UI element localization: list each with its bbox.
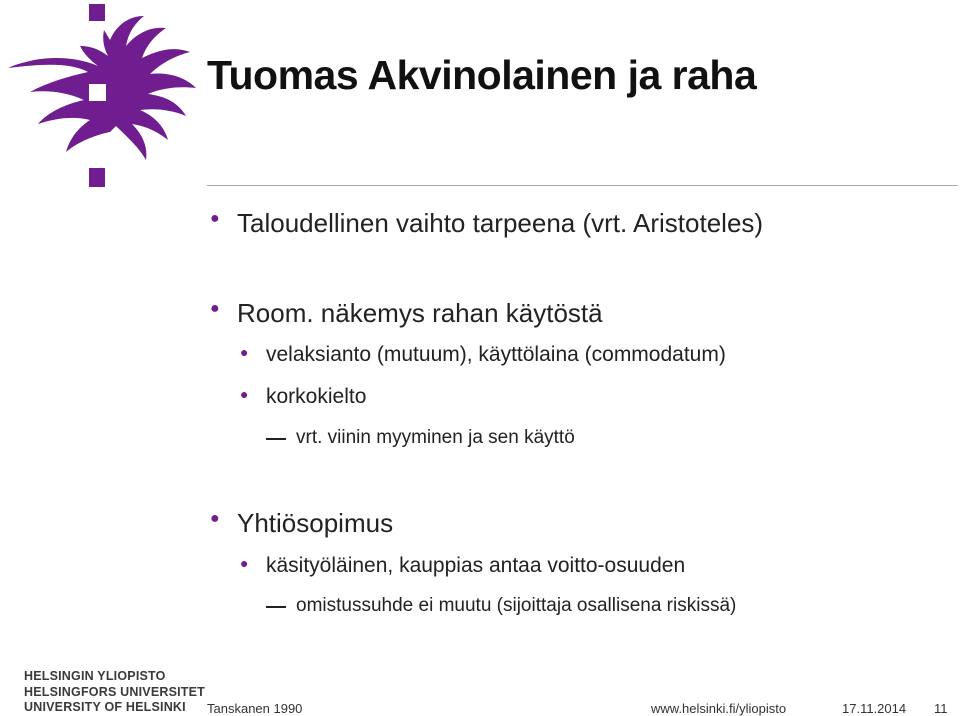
footer-date: 17.11.2014	[842, 701, 907, 716]
university-wordmark	[24, 669, 205, 716]
bullet-dot-icon: ●	[210, 510, 220, 527]
bullet-text: Yhtiösopimus	[237, 508, 394, 538]
page-number: 11	[934, 701, 948, 716]
sub-bullet-item	[240, 554, 686, 578]
dash-icon	[266, 606, 286, 608]
footer-url[interactable]: www.helsinki.fi/yliopisto	[651, 701, 787, 716]
bullet-text: käsityöläinen, kauppias antaa voitto-osuuden	[266, 554, 686, 577]
bullet-text: korkokielto	[266, 385, 367, 408]
bullet-dot-icon: ●	[240, 386, 249, 402]
dash-item	[296, 427, 575, 449]
bullet-item	[210, 208, 764, 239]
wordmark-line: HELSINGFORS UNIVERSITET	[24, 684, 206, 699]
bullet-item	[210, 298, 603, 329]
bullet-text: omistussuhde ei muutu (sijoittaja osallisena riskissä)	[296, 595, 737, 616]
sub-bullet-item	[240, 343, 726, 367]
bullet-dot-icon: ●	[240, 555, 249, 571]
slide-title: Tuomas Akvinolainen ja raha	[207, 52, 757, 98]
wordmark-line: UNIVERSITY OF HELSINKI	[24, 700, 186, 714]
bullet-item	[210, 508, 394, 539]
sub-bullet-item	[240, 385, 367, 409]
wordmark-line: HELSINGIN YLIOPISTO	[24, 669, 166, 683]
bullet-text: Taloudellinen vaihto tarpeena (vrt. Aristoteles)	[237, 208, 764, 238]
title-divider	[207, 185, 958, 186]
bullet-text: Room. näkemys rahan käytöstä	[237, 298, 603, 328]
dash-item	[296, 595, 736, 617]
university-logo-icon	[0, 0, 205, 195]
dash-icon	[266, 438, 286, 440]
bullet-dot-icon: ●	[210, 300, 220, 317]
bullet-dot-icon: ●	[240, 344, 249, 360]
bullet-dot-icon: ●	[210, 210, 220, 227]
footer-source: Tanskanen 1990	[207, 701, 303, 716]
bullet-text: velaksianto (mutuum), käyttölaina (commodatum)	[266, 343, 726, 366]
bullet-text: vrt. viinin myyminen ja sen käyttö	[296, 427, 575, 448]
